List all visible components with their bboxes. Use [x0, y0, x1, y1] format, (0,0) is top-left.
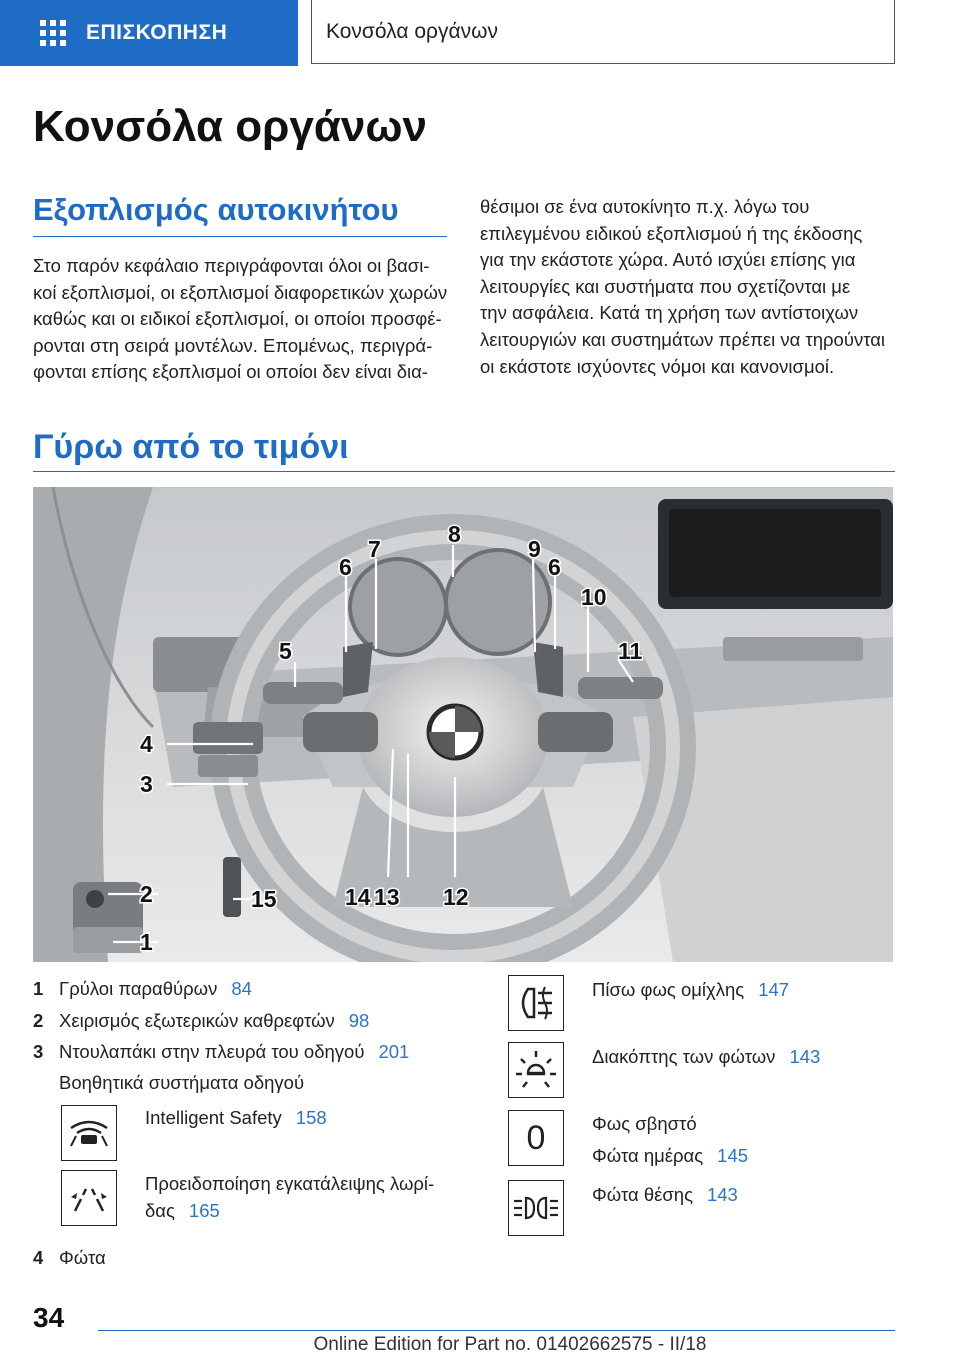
- callout-13: 13: [374, 884, 400, 910]
- callout-7: 7: [368, 536, 381, 562]
- legend-label: δας: [145, 1200, 175, 1221]
- callout-6-left: 6: [339, 554, 352, 580]
- light-switch-icon: [508, 1042, 564, 1098]
- text-line: λειτουργιών και συστημάτων πρέπει να τηρούνται: [480, 328, 886, 350]
- legend-item-4: [33, 1247, 106, 1269]
- legend-label: Intelligent Safety: [145, 1107, 282, 1128]
- page-reference-link[interactable]: 143: [789, 1046, 821, 1067]
- page-reference-link[interactable]: 201: [378, 1041, 410, 1062]
- header-bar: [0, 0, 960, 66]
- callout-1: 1: [140, 929, 153, 955]
- legend-number: 4: [33, 1247, 44, 1268]
- callout-8: 8: [448, 521, 461, 547]
- intelligent-safety-item: [145, 1104, 327, 1131]
- parking-lights-item: [592, 1181, 738, 1208]
- legend-number: 3: [33, 1041, 44, 1062]
- lights-off-icon: [508, 1110, 564, 1166]
- page-title: Κονσόλα οργάνων: [33, 102, 428, 151]
- page-reference-link[interactable]: 158: [295, 1107, 327, 1128]
- text-line: Στο παρόν κεφάλαιο περιγράφονται όλοι οι βασι‐: [33, 255, 430, 276]
- section-heading-equipment: Εξοπλισμός αυτοκινήτου: [33, 192, 399, 227]
- page-reference-link[interactable]: 147: [758, 979, 790, 1000]
- legend-label: Γρύλοι παραθύρων: [59, 978, 218, 999]
- text-line: καθώς και οι ειδικοί εξοπλισμοί, οι οποίοι προσφέ‐: [33, 308, 442, 330]
- parking-lights-icon: [508, 1180, 564, 1236]
- legend-item-1: [33, 978, 252, 1000]
- page-reference-link[interactable]: 165: [188, 1200, 220, 1221]
- intro-paragraph-left: [33, 253, 453, 386]
- callout-3: 3: [140, 771, 153, 797]
- rear-fog-item: [592, 976, 789, 1003]
- lights-off-item: [592, 1110, 748, 1169]
- page-reference-link[interactable]: 98: [348, 1010, 370, 1031]
- text-line: επιλεγμένου ειδικού εξοπλισμού ή της έκδοσης: [480, 222, 863, 244]
- page-reference-link[interactable]: 145: [717, 1145, 749, 1166]
- callout-14: 14: [345, 884, 371, 910]
- legend-label: Βοηθητικά συστήματα οδηγού: [59, 1072, 305, 1093]
- text-line: για την εκάστοτε χώρα. Αυτό ισχύει επίσης για: [480, 249, 856, 271]
- intelligent-safety-icon: [61, 1105, 117, 1161]
- section-rule: [33, 471, 895, 472]
- callout-10: 10: [581, 584, 607, 610]
- rear-fog-light-icon: [508, 975, 564, 1031]
- legend-label: Διακόπτης των φώτων: [592, 1046, 776, 1067]
- legend-label: Προειδοποίηση εγκατάλειψης λωρί‐: [145, 1173, 435, 1194]
- legend-number: 2: [33, 1010, 44, 1031]
- text-line: κοί εξοπλισμοί, οι εξοπλισμοί διαφορετικών χωρών: [33, 281, 448, 303]
- legend-number: 1: [33, 978, 44, 999]
- text-line: φονται επίσης εξοπλισμοί οι οποίοι δεν είναι δια‐: [33, 361, 428, 383]
- text-line: οι εκάστοτε ισχύοντες νόμοι και κανονισμοί.: [480, 355, 835, 377]
- legend-label: Φως σβηστό: [592, 1113, 697, 1134]
- callout-4: 4: [140, 731, 153, 757]
- text-line: ρονται στη σειρά μοντέλων. Επομένως, περιγρά‐: [33, 334, 433, 356]
- driver-assist-heading: [59, 1072, 304, 1094]
- text-line: θέσιμοι σε ένα αυτοκίνητο π.χ. λόγω του: [480, 196, 810, 217]
- text-line: λειτουργίες και συστήματα που σχετίζονται με: [480, 275, 851, 297]
- callout-5: 5: [279, 638, 292, 664]
- cockpit-illustration: [33, 487, 893, 962]
- callout-12: 12: [443, 884, 469, 910]
- section-rule: [33, 236, 447, 237]
- zero-symbol: 0: [526, 1118, 546, 1157]
- lane-departure-icon: [61, 1170, 117, 1226]
- callout-11: 11: [618, 638, 643, 664]
- text-line: την ασφάλεια. Κατά τη χρήση των αντίστοιχων: [480, 302, 859, 324]
- edition-footer: Online Edition for Part no. 01402662575 - II/18: [313, 1334, 707, 1355]
- legend-label: Χειρισμός εξωτερικών καθρεφτών: [59, 1010, 335, 1031]
- overview-tab[interactable]: [0, 0, 298, 66]
- overview-label: ΕΠΙΣΚΟΠΗΣΗ: [86, 21, 228, 44]
- legend-label: Πίσω φως ομίχλης: [592, 979, 745, 1000]
- page-reference-link[interactable]: 143: [706, 1184, 738, 1205]
- callout-15: 15: [251, 886, 277, 912]
- legend-item-3: [33, 1041, 409, 1063]
- legend-label: Φώτα θέσης: [592, 1184, 693, 1205]
- lane-departure-item: [145, 1170, 434, 1224]
- page-number: 34: [33, 1302, 65, 1333]
- legend-label: Φώτα: [59, 1247, 106, 1268]
- light-switch-item: [592, 1043, 820, 1070]
- intro-paragraph-right: [480, 194, 900, 380]
- grid-icon: [40, 20, 66, 46]
- breadcrumb[interactable]: Κονσόλα οργάνων: [311, 0, 895, 64]
- callout-2: 2: [140, 881, 153, 907]
- legend-item-2: [33, 1010, 369, 1032]
- legend-label: Φώτα ημέρας: [592, 1145, 704, 1166]
- page-reference-link[interactable]: 84: [231, 978, 252, 999]
- callout-6-right: 6: [548, 554, 561, 580]
- section-heading-steering: Γύρω από το τιμόνι: [33, 428, 349, 466]
- footer-rule: [98, 1330, 895, 1331]
- legend-label: Ντουλαπάκι στην πλευρά του οδηγού: [59, 1041, 365, 1062]
- callout-9: 9: [528, 536, 541, 562]
- cockpit-photo: [33, 487, 893, 962]
